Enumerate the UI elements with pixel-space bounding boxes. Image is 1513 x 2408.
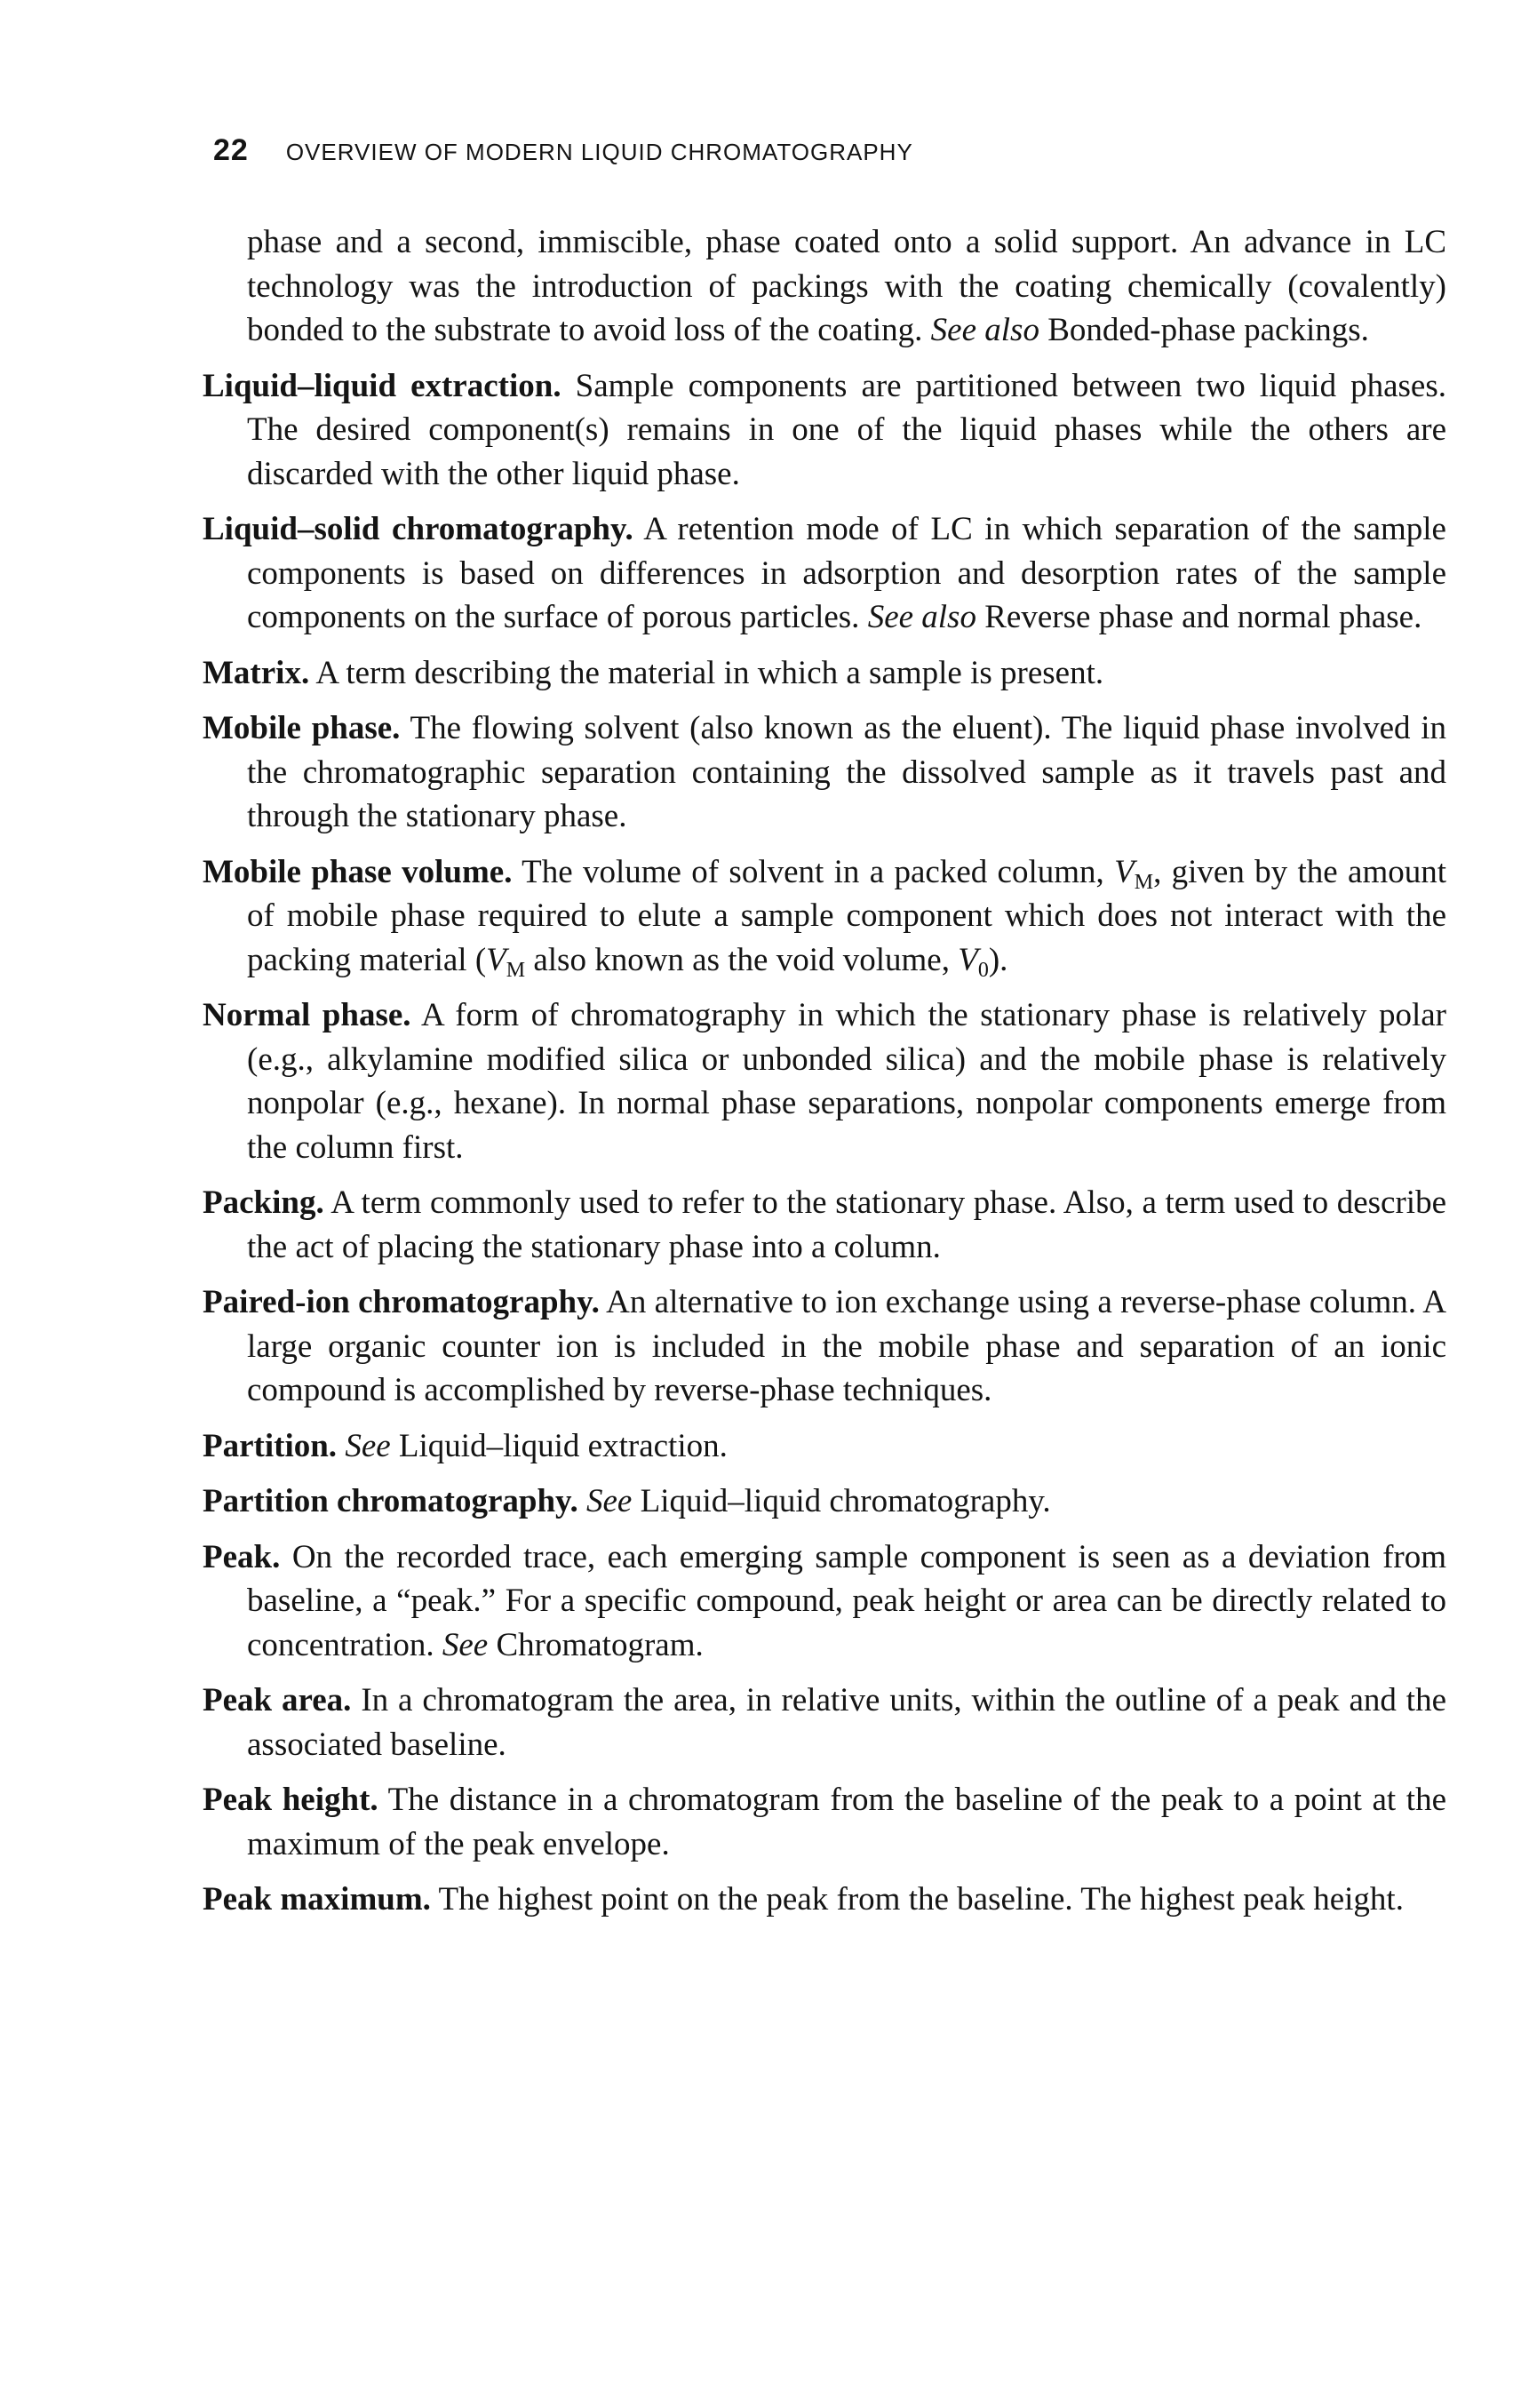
glossary-entries <box>203 220 1446 1934</box>
glossary-entry-partition-chromatography <box>203 1479 1446 1524</box>
glossary-entry-packing <box>203 1181 1446 1269</box>
entry-term: Mobile phase. <box>203 710 401 746</box>
entry-term: Liquid–solid chromatography. <box>203 511 633 547</box>
entry-term: Liquid–liquid extraction. <box>203 367 561 404</box>
entry-definition: On the recorded trace, each emerging sample component is seen as a deviation from baseline, a “peak.” For a specific compound, peak height or area can be directly related to concentration. <box>247 1538 1446 1663</box>
entry-definition: In a chromatogram the area, in relative units, within the outline of a peak and the associated baseline. <box>247 1682 1447 1763</box>
entry-term: Peak maximum. <box>203 1881 431 1918</box>
entry-definition: An alternative to ion exchange using a reverse-phase column. A large organic counter ion is included in the mobile phase and separation of an ionic compound is accomplished by reverse-phase techniques. <box>247 1284 1446 1408</box>
math-subscript: M <box>506 958 526 982</box>
glossary-entry-normal-phase <box>203 993 1446 1169</box>
math-subscript: 0 <box>977 958 989 982</box>
continuation-paragraph <box>203 220 1446 353</box>
continuation-text: phase and a second, immiscible, phase coated onto a solid support. An advance in LC technology was the introduction of packings with the coating chemically (covalently) bonded to the substrate to avoid loss of the coating. <box>247 224 1446 348</box>
entry-definition: Liquid–liquid chromatography. <box>632 1483 1051 1519</box>
entry-term: Packing. <box>203 1184 324 1221</box>
glossary-entry-paired-ion-chromatography <box>203 1280 1446 1413</box>
glossary-entry-mobile-phase <box>203 706 1446 839</box>
page-number: 22 <box>213 133 249 167</box>
entry-term: Matrix. <box>203 654 310 691</box>
see-also-reference: See also <box>867 599 976 635</box>
entry-definition: A term describing the material in which a sample is present. <box>309 654 1104 691</box>
entry-term: Mobile phase volume. <box>203 853 513 890</box>
entry-definition-end: Reverse phase and normal phase. <box>975 599 1422 635</box>
entry-definition: A form of chromatography in which the stationary phase is relatively polar (e.g., alkylamine modified silica or unbonded silica) and the mobile phase is relatively nonpolar (e.g., hexane). In normal phase separations, nonpolar components emerge from the column first. <box>247 997 1446 1166</box>
entry-definition-end: ). <box>988 941 1008 978</box>
entry-definition: The highest point on the peak from the baseline. The highest peak height. <box>430 1881 1404 1918</box>
entry-definition: A term commonly used to refer to the stationary phase. Also, a term used to describe the act of placing the stationary phase into a column. <box>247 1184 1446 1265</box>
glossary-entry-peak-height <box>203 1778 1446 1866</box>
see-also-reference: See also <box>930 312 1039 348</box>
math-variable: V <box>486 941 506 978</box>
entry-definition: The distance in a chromatogram from the baseline of the peak to a point at the maximum of the peak envelope. <box>247 1782 1446 1862</box>
section-title: OVERVIEW OF MODERN LIQUID CHROMATOGRAPHY <box>285 139 913 165</box>
glossary-entry-liquid-solid-chromatography <box>203 507 1446 640</box>
entry-definition: The volume of solvent in a packed column, <box>512 853 1115 890</box>
math-variable: V <box>1114 853 1135 890</box>
continuation-text-end: Bonded-phase packings. <box>1039 312 1369 348</box>
entry-term: Normal phase. <box>203 997 411 1033</box>
glossary-entry-matrix <box>203 651 1446 696</box>
math-variable: V <box>958 941 978 978</box>
see-reference: See <box>586 1483 633 1519</box>
running-head <box>213 133 1457 178</box>
entry-definition-part: also known as the void volume, <box>525 941 959 978</box>
entry-definition-end: Chromatogram. <box>488 1626 704 1663</box>
entry-term: Peak height. <box>203 1782 378 1818</box>
see-reference: See <box>442 1626 489 1663</box>
entry-term: Partition chromatography. <box>203 1483 578 1519</box>
glossary-entry-peak-area <box>203 1678 1446 1766</box>
glossary-entry-peak <box>203 1535 1446 1668</box>
see-reference: See <box>345 1427 391 1464</box>
glossary-entry-peak-maximum <box>203 1878 1446 1922</box>
math-subscript: M <box>1134 870 1154 894</box>
entry-term: Peak. <box>203 1538 281 1575</box>
entry-term: Partition. <box>203 1427 338 1464</box>
glossary-entry-partition <box>203 1424 1446 1469</box>
entry-term: Peak area. <box>203 1682 352 1718</box>
glossary-entry-liquid-liquid-extraction <box>203 364 1446 497</box>
entry-term: Paired-ion chromatography. <box>203 1284 600 1320</box>
glossary-entry-mobile-phase-volume <box>203 850 1446 983</box>
entry-definition-part: , given by the amount of mobile phase required to elute a sample component which does not interact with the packing material ( <box>247 853 1447 978</box>
entry-definition: The flowing solvent (also known as the eluent). The liquid phase involved in the chromatographic separation containing the dissolved sample as it travels past and through the stationary phase. <box>247 710 1446 834</box>
entry-definition: A retention mode of LC in which separation of the sample components is based on differences in adsorption and desorption rates of the sample components on the surface of porous particles. <box>247 511 1446 635</box>
entry-definition: Liquid–liquid extraction. <box>390 1427 728 1464</box>
entry-definition: Sample components are partitioned between two liquid phases. The desired component(s) remains in one of the liquid phases while the others are discarded with the other liquid phase. <box>247 367 1446 492</box>
